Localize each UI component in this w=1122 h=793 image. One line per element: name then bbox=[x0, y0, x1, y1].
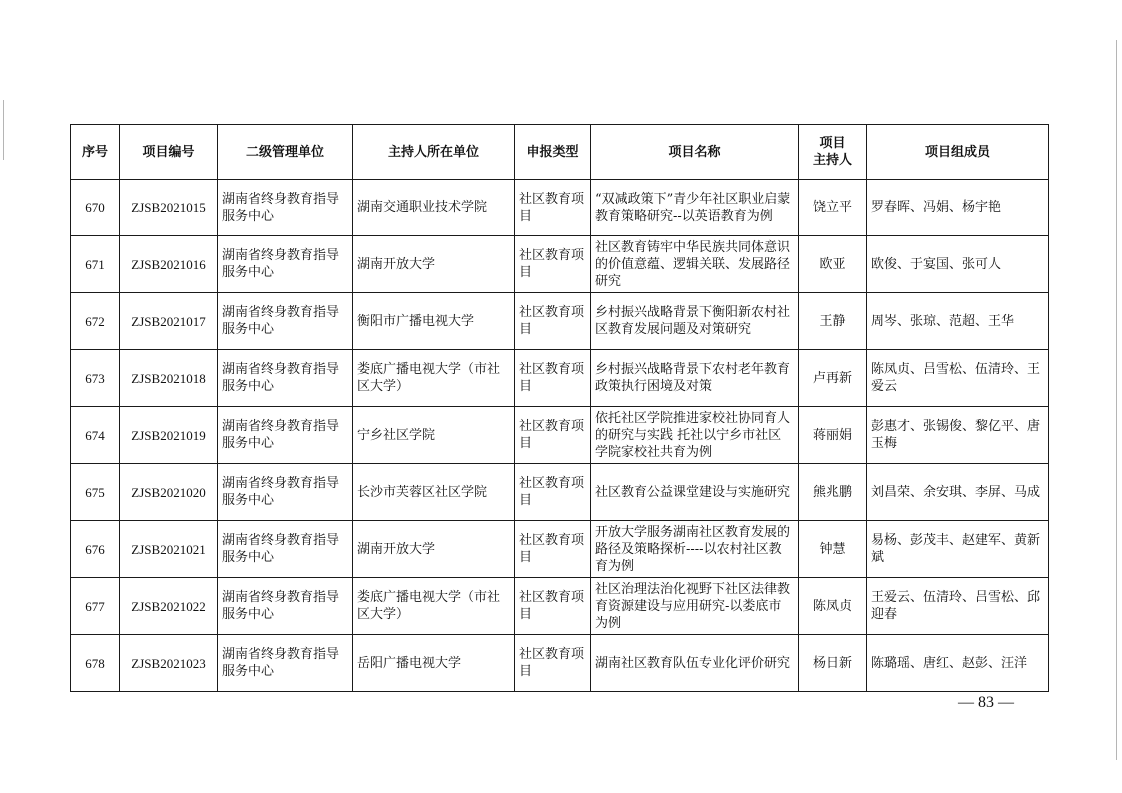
cell-code: ZJSB2021021 bbox=[120, 521, 218, 578]
cell-seq: 678 bbox=[71, 635, 120, 692]
cell-host: 杨日新 bbox=[799, 635, 867, 692]
cell-host: 王静 bbox=[799, 293, 867, 350]
cell-members: 罗春晖、冯娟、杨宇艳 bbox=[867, 180, 1049, 236]
cell-type: 社区教育项目 bbox=[515, 464, 591, 521]
cell-code: ZJSB2021020 bbox=[120, 464, 218, 521]
cell-host-unit: 娄底广播电视大学（市社区大学） bbox=[353, 350, 515, 407]
cell-type: 社区教育项目 bbox=[515, 350, 591, 407]
cell-project-name: “双减政策下”青少年社区职业启蒙教育策略研究--以英语教育为例 bbox=[591, 180, 799, 236]
cell-host-unit: 衡阳市广播电视大学 bbox=[353, 293, 515, 350]
cell-code: ZJSB2021015 bbox=[120, 180, 218, 236]
table-row bbox=[71, 180, 1049, 236]
cell-host: 钟慧 bbox=[799, 521, 867, 578]
cell-seq: 670 bbox=[71, 180, 120, 236]
cell-admin-unit: 湖南省终身教育指导服务中心 bbox=[218, 180, 353, 236]
cell-members: 陈凤贞、吕雪松、伍清玲、王爱云 bbox=[867, 350, 1049, 407]
cell-admin-unit: 湖南省终身教育指导服务中心 bbox=[218, 635, 353, 692]
cell-host: 欧亚 bbox=[799, 236, 867, 293]
cell-code: ZJSB2021016 bbox=[120, 236, 218, 293]
header-project-name: 项目名称 bbox=[591, 125, 799, 180]
cell-members: 彭惠才、张锡俊、黎亿平、唐玉梅 bbox=[867, 407, 1049, 464]
cell-project-name: 开放大学服务湖南社区教育发展的路径及策略探析----以农村社区教育为例 bbox=[591, 521, 799, 578]
cell-seq: 676 bbox=[71, 521, 120, 578]
cell-type: 社区教育项目 bbox=[515, 236, 591, 293]
cell-code: ZJSB2021023 bbox=[120, 635, 218, 692]
project-table bbox=[70, 124, 1049, 692]
cell-admin-unit: 湖南省终身教育指导服务中心 bbox=[218, 236, 353, 293]
header-code: 项目编号 bbox=[120, 125, 218, 180]
cell-code: ZJSB2021018 bbox=[120, 350, 218, 407]
table-row bbox=[71, 407, 1049, 464]
cell-members: 王爱云、伍清玲、吕雪松、邱迎春 bbox=[867, 578, 1049, 635]
cell-host: 蒋丽娟 bbox=[799, 407, 867, 464]
cell-host-unit: 宁乡社区学院 bbox=[353, 407, 515, 464]
table-row bbox=[71, 578, 1049, 635]
header-host: 项目 主持人 bbox=[799, 125, 867, 180]
scan-edge-mark-left bbox=[3, 100, 4, 160]
cell-admin-unit: 湖南省终身教育指导服务中心 bbox=[218, 521, 353, 578]
cell-type: 社区教育项目 bbox=[515, 578, 591, 635]
cell-project-name: 湖南社区教育队伍专业化评价研究 bbox=[591, 635, 799, 692]
cell-host-unit: 长沙市芙蓉区社区学院 bbox=[353, 464, 515, 521]
cell-seq: 673 bbox=[71, 350, 120, 407]
cell-admin-unit: 湖南省终身教育指导服务中心 bbox=[218, 578, 353, 635]
cell-members: 周岑、张琼、范超、王华 bbox=[867, 293, 1049, 350]
cell-members: 陈璐瑶、唐红、赵彭、汪洋 bbox=[867, 635, 1049, 692]
page-number: — 83 — bbox=[958, 694, 1014, 711]
cell-members: 欧俊、于宴国、张可人 bbox=[867, 236, 1049, 293]
table-row bbox=[71, 464, 1049, 521]
cell-code: ZJSB2021022 bbox=[120, 578, 218, 635]
cell-type: 社区教育项目 bbox=[515, 407, 591, 464]
cell-code: ZJSB2021019 bbox=[120, 407, 218, 464]
scan-edge-mark-right bbox=[1116, 40, 1117, 760]
cell-project-name: 社区教育公益课堂建设与实施研究 bbox=[591, 464, 799, 521]
cell-type: 社区教育项目 bbox=[515, 635, 591, 692]
cell-host: 熊兆鹏 bbox=[799, 464, 867, 521]
header-type: 申报类型 bbox=[515, 125, 591, 180]
cell-host: 陈凤贞 bbox=[799, 578, 867, 635]
header-admin-unit: 二级管理单位 bbox=[218, 125, 353, 180]
cell-project-name: 依托社区学院推进家校社协同育人的研究与实践 托社以宁乡市社区学院家校社共育为例 bbox=[591, 407, 799, 464]
cell-host: 饶立平 bbox=[799, 180, 867, 236]
cell-host-unit: 湖南开放大学 bbox=[353, 236, 515, 293]
cell-host-unit: 娄底广播电视大学（市社区大学） bbox=[353, 578, 515, 635]
cell-admin-unit: 湖南省终身教育指导服务中心 bbox=[218, 407, 353, 464]
cell-project-name: 乡村振兴战略背景下衡阳新农村社区教育发展问题及对策研究 bbox=[591, 293, 799, 350]
cell-admin-unit: 湖南省终身教育指导服务中心 bbox=[218, 293, 353, 350]
table-header-row bbox=[71, 125, 1049, 180]
cell-seq: 672 bbox=[71, 293, 120, 350]
table-row bbox=[71, 293, 1049, 350]
header-members: 项目组成员 bbox=[867, 125, 1049, 180]
cell-host-unit: 湖南开放大学 bbox=[353, 521, 515, 578]
cell-host-unit: 湖南交通职业技术学院 bbox=[353, 180, 515, 236]
table-row bbox=[71, 350, 1049, 407]
cell-project-name: 乡村振兴战略背景下农村老年教育政策执行困境及对策 bbox=[591, 350, 799, 407]
cell-seq: 675 bbox=[71, 464, 120, 521]
cell-seq: 677 bbox=[71, 578, 120, 635]
header-seq: 序号 bbox=[71, 125, 120, 180]
cell-host: 卢再新 bbox=[799, 350, 867, 407]
cell-seq: 671 bbox=[71, 236, 120, 293]
cell-members: 刘昌荣、余安琪、李屏、马成 bbox=[867, 464, 1049, 521]
header-host-unit: 主持人所在单位 bbox=[353, 125, 515, 180]
cell-admin-unit: 湖南省终身教育指导服务中心 bbox=[218, 464, 353, 521]
table-row bbox=[71, 521, 1049, 578]
table-row bbox=[71, 236, 1049, 293]
cell-host-unit: 岳阳广播电视大学 bbox=[353, 635, 515, 692]
cell-seq: 674 bbox=[71, 407, 120, 464]
cell-type: 社区教育项目 bbox=[515, 521, 591, 578]
table-row bbox=[71, 635, 1049, 692]
cell-type: 社区教育项目 bbox=[515, 293, 591, 350]
cell-project-name: 社区治理法治化视野下社区法律教育资源建设与应用研究-以娄底市为例 bbox=[591, 578, 799, 635]
cell-project-name: 社区教育铸牢中华民族共同体意识的价值意蕴、逻辑关联、发展路径研究 bbox=[591, 236, 799, 293]
cell-admin-unit: 湖南省终身教育指导服务中心 bbox=[218, 350, 353, 407]
cell-members: 易杨、彭茂丰、赵建军、黄新斌 bbox=[867, 521, 1049, 578]
cell-code: ZJSB2021017 bbox=[120, 293, 218, 350]
cell-type: 社区教育项目 bbox=[515, 180, 591, 236]
